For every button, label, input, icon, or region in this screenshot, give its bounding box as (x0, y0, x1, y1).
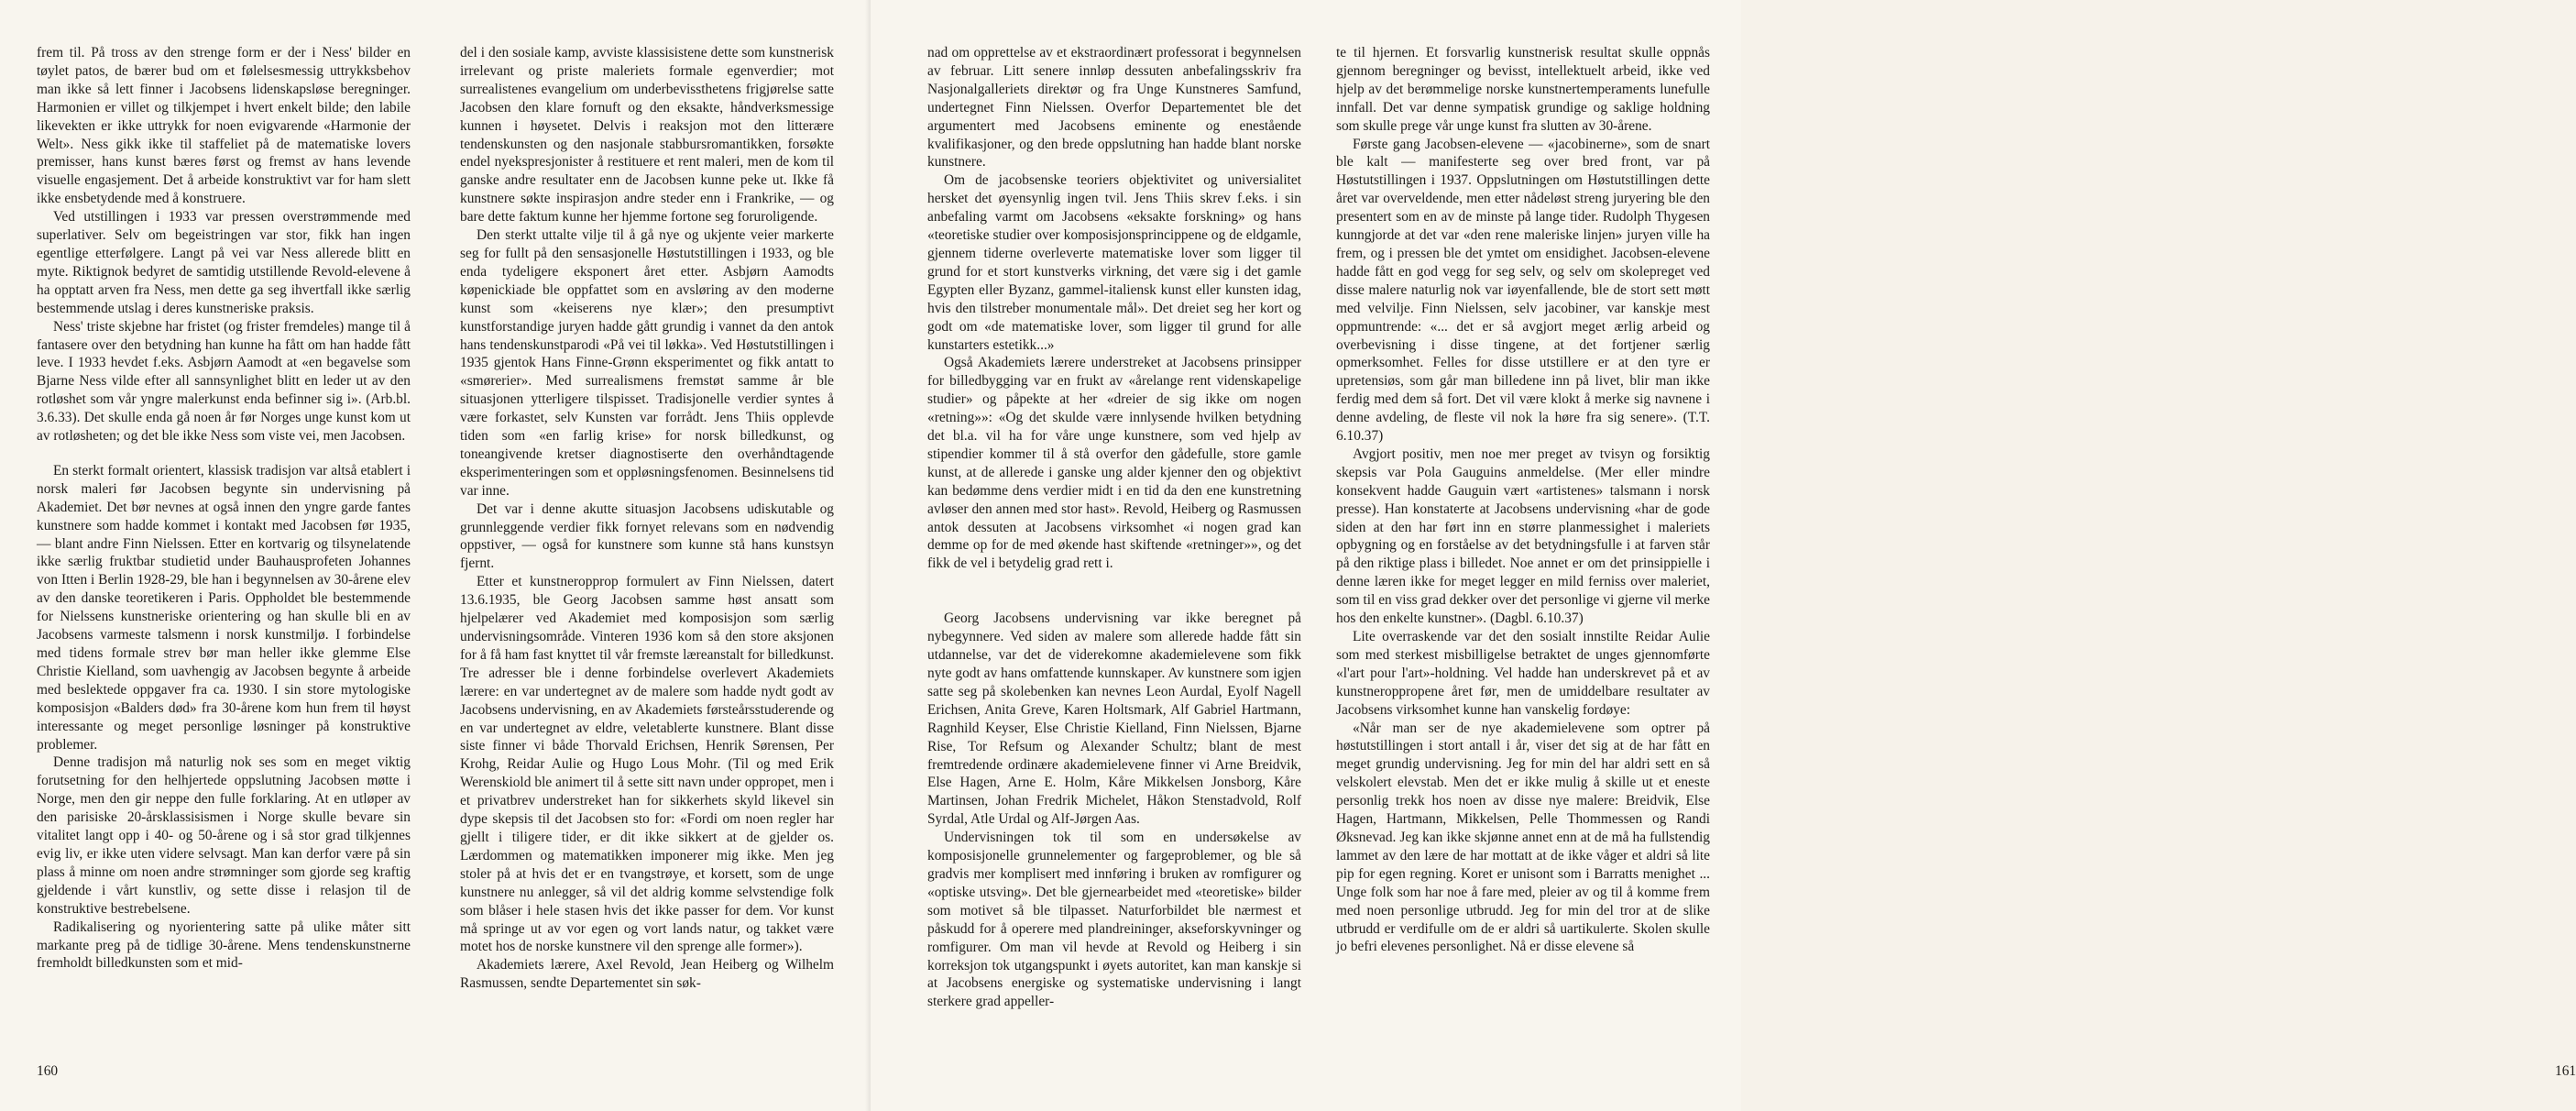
page-number-right: 161 (2555, 1063, 2576, 1079)
paragraph: Avgjort positiv, men noe mer preget av tvisyn og forsiktig skepsis var Pola Gauguins anmeldelse. (Mer eller mindre konsekvent hadde Gauguin vært «artistenes» talsmann i norsk presse). Han konstaterte at Jacobsens undervisning «har de gode siden at den har ført inn en større planmessighet i maleriets opbygning og en forståelse av det betydningsfulle i at farven står på den riktige plass i billedet. Noe annet er om det prinsippielle i denne læren ikke for meget legger en mild ferniss over maleriet, som til en viss grad dekker over det personlige vi gjerne vil merke hos den enkelte kunstner». (Dagbl. 6.10.37) (1336, 446, 1710, 627)
paragraph: Også Akademiets lærere understreket at Jacobsens prinsipper for billedbygging var en frukt av «årelange rent videnskapelige studier» og påpekte at her «dreier de sig ikke om nogen «retning»»: «Og det skulde være innlysende hvilken betydning det bl.a. vil ha for våre unge kunstnere, som ved hjelp av stipendier kommer til å stå overfor den gådefulle, store gamle kunst, at de allerede i ganske ung alder kjenner den og objektivt kan bedømme dens verdier midt i en tid da den ene kunstretning avløser den annen med stor hast». Revold, Heiberg og Rasmussen antok dessuten at Jacobsens virksomhet «i nogen grad kan demme op for de med økende hast skiftende «retninger»», og det fikk de vel i betydelig grad rett i. (927, 355, 1301, 572)
paragraph: Georg Jacobsens undervisning var ikke beregnet på nybegynnere. Ved siden av malere som allerede hadde fått sin utdannelse, var det de viderekomne akademielevene som fikk nyte godt av hans omfattende kunnskaper. Av kunstnere som igjen satte seg på skolebenken kan nevnes Leon Aurdal, Eyolf Nagell Erichsen, Anita Greve, Karen Holtsmark, Alf Gabriel Hartmann, Ragnhild Keyser, Else Christie Kielland, Finn Nielssen, Bjarne Rise, Tor Refsum og Alexander Schultz; blant de mest fremtredende ordinære akademielevene finner vi Arne Breidvik, Else Hagen, Arne E. Holm, Kåre Mikkelsen Jonsborg, Kåre Martinsen, Johan Fredrik Michelet, Håkon Stenstadvold, Rolf Syrdal, Atle Urdal og Alf-Jørgen Aas. (927, 610, 1301, 828)
page-left (0, 0, 871, 1111)
paragraph: Ness' triste skjebne har fristet (og frister fremdeles) mange til å fantasere over den betydning han kunne ha fått om han hadde fått leve. I 1933 hevdet f.eks. Asbjørn Aamodt at «en begavelse som Bjarne Ness vilde efter all sannsynlighet blitt en leder ut av den rotløshet som vår yngre malerkunst enda befinner sig i». (Arb.bl. 3.6.33). Det skulle enda gå noen år før Norges unge kunst kom ut av rotløsheten; og det ble ikke Ness som viste vei, men Jacobsen. (37, 318, 411, 445)
paragraph: frem til. På tross av den strenge form er der i Ness' bilder en tøylet patos, de bærer bud om et følelsesmessig uttrykksbehov man ikke så lett finner i Jacobsens lidenskapsløse beregninger. Harmonien er villet og tilkjempet i hvert enkelt bilde; den labile likevekten er ikke uttrykk for noen evigvarende «Harmonie der Welt». Ness gikk ikke til staffeliet på de matematiske lovers premisser, hans kunst bæres først og fremst av hans levende visuelle engasjement. Det å arbeide konstruktivt var for ham slett ikke ensbetydende med å konstruere. (37, 45, 411, 207)
column-2 (460, 44, 834, 1043)
paragraph: Ved utstillingen i 1933 var pressen overstrømmende med superlativer. Selv om begeistringen var stor, fikk han ingen egentlige etterfølgere. Langt på vei var Ness allerede blitt en myte. Riktignok bedyret de samtidig utstillende Revold-elevene å ha opptatt arven fra Ness, men dette ga seg ihvertfall ikke særlig bestemmende utslag i deres kunstneriske praksis. (37, 209, 411, 316)
paragraph: Etter et kunstneropprop formulert av Finn Nielssen, datert 13.6.1935, ble Georg Jacobsen samme høst ansatt som hjelpelærer ved Akademiet med komposisjon som særlig undervisningsområde. Vinteren 1936 kom så den store aksjonen for å få ham fast knyttet til vår fremste læreanstalt for billedkunst. Tre adresser ble i denne forbindelse overlevert Akademiets lærere: en var undertegnet av de malere som hadde nydt godt av Jacobsens undervisning, en av Akademiets førsteårsstuderende og en var undertegnet av eldre, veletablerte kunstnere. Blant disse siste finner vi både Thorvald Erichsen, Henrik Sørensen, Per Krohg, Reidar Aulie og Hugo Lous Mohr. (Til og med Erik Werenskiold ble animert til å sette sitt navn under oppropet, men i et privatbrev understreket han for sikkerhets skyld likevel sin dype skepsis til det Jacobsen sto for: «Fordi om noen regler har gjellt i tiligere tider, er dit ikke sikkert at de gjelder os. Lærdommen og matematikken imponerer mig ikke. Men jeg stoler på at hvis det er en tvangstrøye, et korsett, som de unge kunstnere nu anlegger, så vil det aldrig komme selvstendige folk som blåser i hele stasen hvis det ikke passer for dem. Vor kunst må springe ut av vor egen og vort lands natur, og takket være motet hos de norske kunstnere vil den sprenge alle former»). (460, 574, 834, 955)
column-4 (1336, 44, 1710, 1043)
column-1 (37, 44, 411, 1043)
paragraph: del i den sosiale kamp, avviste klassisistene dette som kunstnerisk irrelevant og priste maleriets formale egenverdier; mot surrealistenes evangelium om underbevissthetens frigjørelse satte Jacobsen den klare fornuft og den eksakte, håndverksmessige kunnen i høysetet. Delvis i reaksjon mot den litterære tendenskunsten og den nasjonale stabbursromantikken, forsøkte endel nyekspresjonister å restituere et rent maleri, men de kom til ganske andre resultater enn de Jacobsen kunne peke ut. Ikke få kunstnere søkte inspirasjon andre steder enn i Frankrike, — og bare dette faktum kunne her hjemme fortone seg foruroligende. (460, 45, 834, 226)
paragraph: Det var i denne akutte situasjon Jacobsens udiskutable og grunnleggende verdier fikk fornyet relevans som en nødvendig oppstiver, — også for kunstnere som kunne stå hans kunstsyn fjernt. (460, 500, 834, 572)
column-3 (927, 44, 1301, 1043)
paragraph: nad om opprettelse av et ekstraordinært professorat i begynnelsen av februar. Litt senere innløp dessuten anbefalingsskriv fra Nasjonalgalleriets direktør og fra Unge Kunstneres Samfund, undertegnet Finn Nielssen. Overfor Departementet ble det argumentert med Jacobsens eminente og enestående kvalifikasjoner, og den brede oppslutning han hadde blant norske kunstnere. (927, 45, 1301, 170)
paragraph: Første gang Jacobsen-elevene — «jacobinerne», som de snart ble kalt — manifesterte seg over bred front, var på Høstutstillingen i 1937. Oppslutningen om Høstutstillingen dette året var overveldende, men etter nådeløst streng juryering ble den presentert som en av de minste på lange tider. Rudolph Thygesen kunngjorde at det var «den rene maleriske linjen» juryen ville ha frem, og i pressen ble det ymtet om ensidighet. Jacobsen-elevene hadde fått en god vegg for seg selv, og selv om skolepreget ved disse malere naturlig nok var iøyenfallende, ble de stort sett møtt med velvilje. Finn Nielssen, selv jacobiner, var kanskje mest oppmuntrende: «... det er så avgjort meget ærlig arbeid og overbevisning i disse tingene, at det fortjener særlig opmerksomhet. Felles for disse utstillere er at den tyre er upretensiøs, som går man billedene inn på livet, blir man ikke ferdig med dem så fort. Det vil være klokt å merke sig navnene i denne avdeling, de fleste vil nok la høre fra sig senere». (T.T. 6.10.37) (1336, 136, 1710, 445)
paragraph: Akademiets lærere, Axel Revold, Jean Heiberg og Wilhelm Rasmussen, sendte Departementet sin søk- (460, 957, 834, 992)
paragraph: En sterkt formalt orientert, klassisk tradisjon var altså etablert i norsk maleri før Jacobsen begynte sin undervisning på Akademiet. Det bør nevnes at også innen den yngre garde fantes kunstnere som hadde kommet i kontakt med Jacobsen før 1935, — blant andre Finn Nielssen. Etter en kortvarig og tilsynelatende ikke særlig fruktbar studietid under Bauhausprofeten Johannes von Itten i Berlin 1928-29, ble han i begynnelsen av 30-årene elev av den danske teoretikeren i Paris. Oppholdet ble bestemmende for Nielssens kunstneriske orientering og han skulle bli en av Jacobsens varmeste talsmenn i norsk kunstmiljø. I forbindelse med tidens formale strev bør man heller ikke glemme Else Christie Kielland, som uavhengig av Jacobsen begynte å arbeide med beslektede oppgaver fra ca. 1930. I sin store mytologiske komposisjon «Balders død» fra 30-årene kom hun frem til høyst interessante og meget personlige løsninger på konstruktive problemer. (37, 462, 411, 753)
paragraph: «Når man ser de nye akademielevene som optrer på høstutstillingen i stort antall i år, viser det sig at de har fått en meget grundig undervisning. Jeg for min del har aldri sett en så velskolert elevstab. Men det er ikke mulig å skille ut et eneste personlig trekk hos noen av disse nye malere: Breidvik, Else Hagen, Hartmann, Mikkelsen, Pelle Thommessen og Randi Øksnevad. Jeg kan ikke skjønne annet enn at de må ha fullstendig lammet av den lære de har mottatt at de ikke våger et aldri så lite pip for egen regning. Koret er unisont som i Barratts menighet ... Unge folk som har noe å fare med, pleier av og til å komme frem med noen personlige utbrudd. Jeg for min del tror at de slike utbrudd er verdifulle om de er aldri så uartikulerte. Skolen skulle jo befri elevenes personlighet. Nå er disse elevene så (1336, 720, 1710, 955)
paragraph: Den sterkt uttalte vilje til å gå nye og ukjente veier markerte seg for fullt på den sensasjonelle Høstutstillingen i 1933, og ble enda tydeligere eksponert året etter. Asbjørn Aamodts køpenickiade ble oppfattet som en avsløring av den moderne kunst som «keiserens nye klær»; den presumptivt kunstforstandige juryen hadde gått grundig i vannet da den antok hans tendenskunstparodi «På vei til løkka». Ved Høstutstillingen i 1935 gjentok Hans Finne-Grønn eksperimentet og fikk antatt to «smørerier». Med surrealismens fremstøt samme år ble situasjonen ytterligere tilspisset. Tradisjonelle verdier syntes å være forkastet, selv Kunsten var forrådt. Jens Thiis opplevde tiden som «en farlig krise» for norsk billedkunst, og toneangivende kretser diagnostiserte den overhåndtagende eksperimenteringen som et oppløsningsfenomen. Besinnelsens tid var inne. (460, 227, 834, 499)
paragraph: te til hjernen. Et forsvarlig kunstnerisk resultat skulle oppnås gjennom beregninger og bevisst, intellektuelt arbeid, ikke ved hjelp av det berømmelige norske kunstnertemperaments lunefulle innfall. Det var denne sympatisk grundige og saklige holdning som skulle prege vår unge kunst fra slutten av 30-årene. (1336, 45, 1710, 134)
paragraph: Denne tradisjon må naturlig nok ses som en meget viktig forutsetning for den helhjertede oppslutning Jacobsen møtte i Norge, men den gir neppe den fulle forklaring. At en utløper av den parisiske 20-årsklassisismen i Norge skulle bevare sin vitalitet langt opp i 40- og 50-årene og i så stor grad tilkjennes evig liv, er ikke uten videre selvsagt. Man kan derfor være på sin plass å minne om noen andre strømninger som gjorde seg kraftig gjeldende i vårt kunstliv, og sette disse i relasjon til de konstruktive bestrebelsene. (37, 754, 411, 917)
page-number-left: 160 (37, 1063, 59, 1079)
paragraph: Om de jacobsenske teoriers objektivitet og universialitet hersket det øyensynlig ingen tvil. Jens Thiis skrev f.eks. i sin anbefaling varmt om Jacobsens «eksakte forskning» og hans «teoretiske studier over komposisjonsprincippene og de eldgamle, gjennem tiderne overleverte matematiske lover som ligger til grund for et stort kunstverks virkning, det være sig i det gamle Egypten eller Byzanz, gammel-italiensk kunst eller kunsten idag, hvis den tilstreber monumentale mål». Det dreiet seg her kort og godt om «de matematiske lover, som ligger til grund for alle kunstarters estetikk...» (927, 172, 1301, 353)
paragraph: Undervisningen tok til som en undersøkelse av komposisjonelle grunnelementer og fargeproblemer, og ble så gradvis mer komplisert med innføring i bruken av romfigurer og «optiske utsving». Det ble gjernearbeidet med «teoretiske» bilder som motivet så ble tilpasset. Naturforbildet ble nærmest et påskudd for å operere med plandreininger, akseforskyvninger og romfigurer. Om man vil hevde at Revold og Heiberg i sin korreksjon tok utgangspunkt i øyets autoritet, kan man kanskje si at Jacobsens energiske og systematiske undervisning i langt sterkere grad appeller- (927, 830, 1301, 1010)
paragraph: Lite overraskende var det den sosialt innstilte Reidar Aulie som med sterkest misbilligelse betraktet de unges gjennomførte «l'art pour l'art»-holdning. Vel hadde han underskrevet på et av kunstneroppropene året før, men de umiddelbare resultater av Jacobsens virksomhet kunne han vanskelig fordøye: (1336, 629, 1710, 718)
paragraph: Radikalisering og nyorientering satte på ulike måter sitt markante preg på de tidlige 30-årene. Mens tendenskunstnerne fremholdt billedkunsten som et mid- (37, 918, 411, 972)
